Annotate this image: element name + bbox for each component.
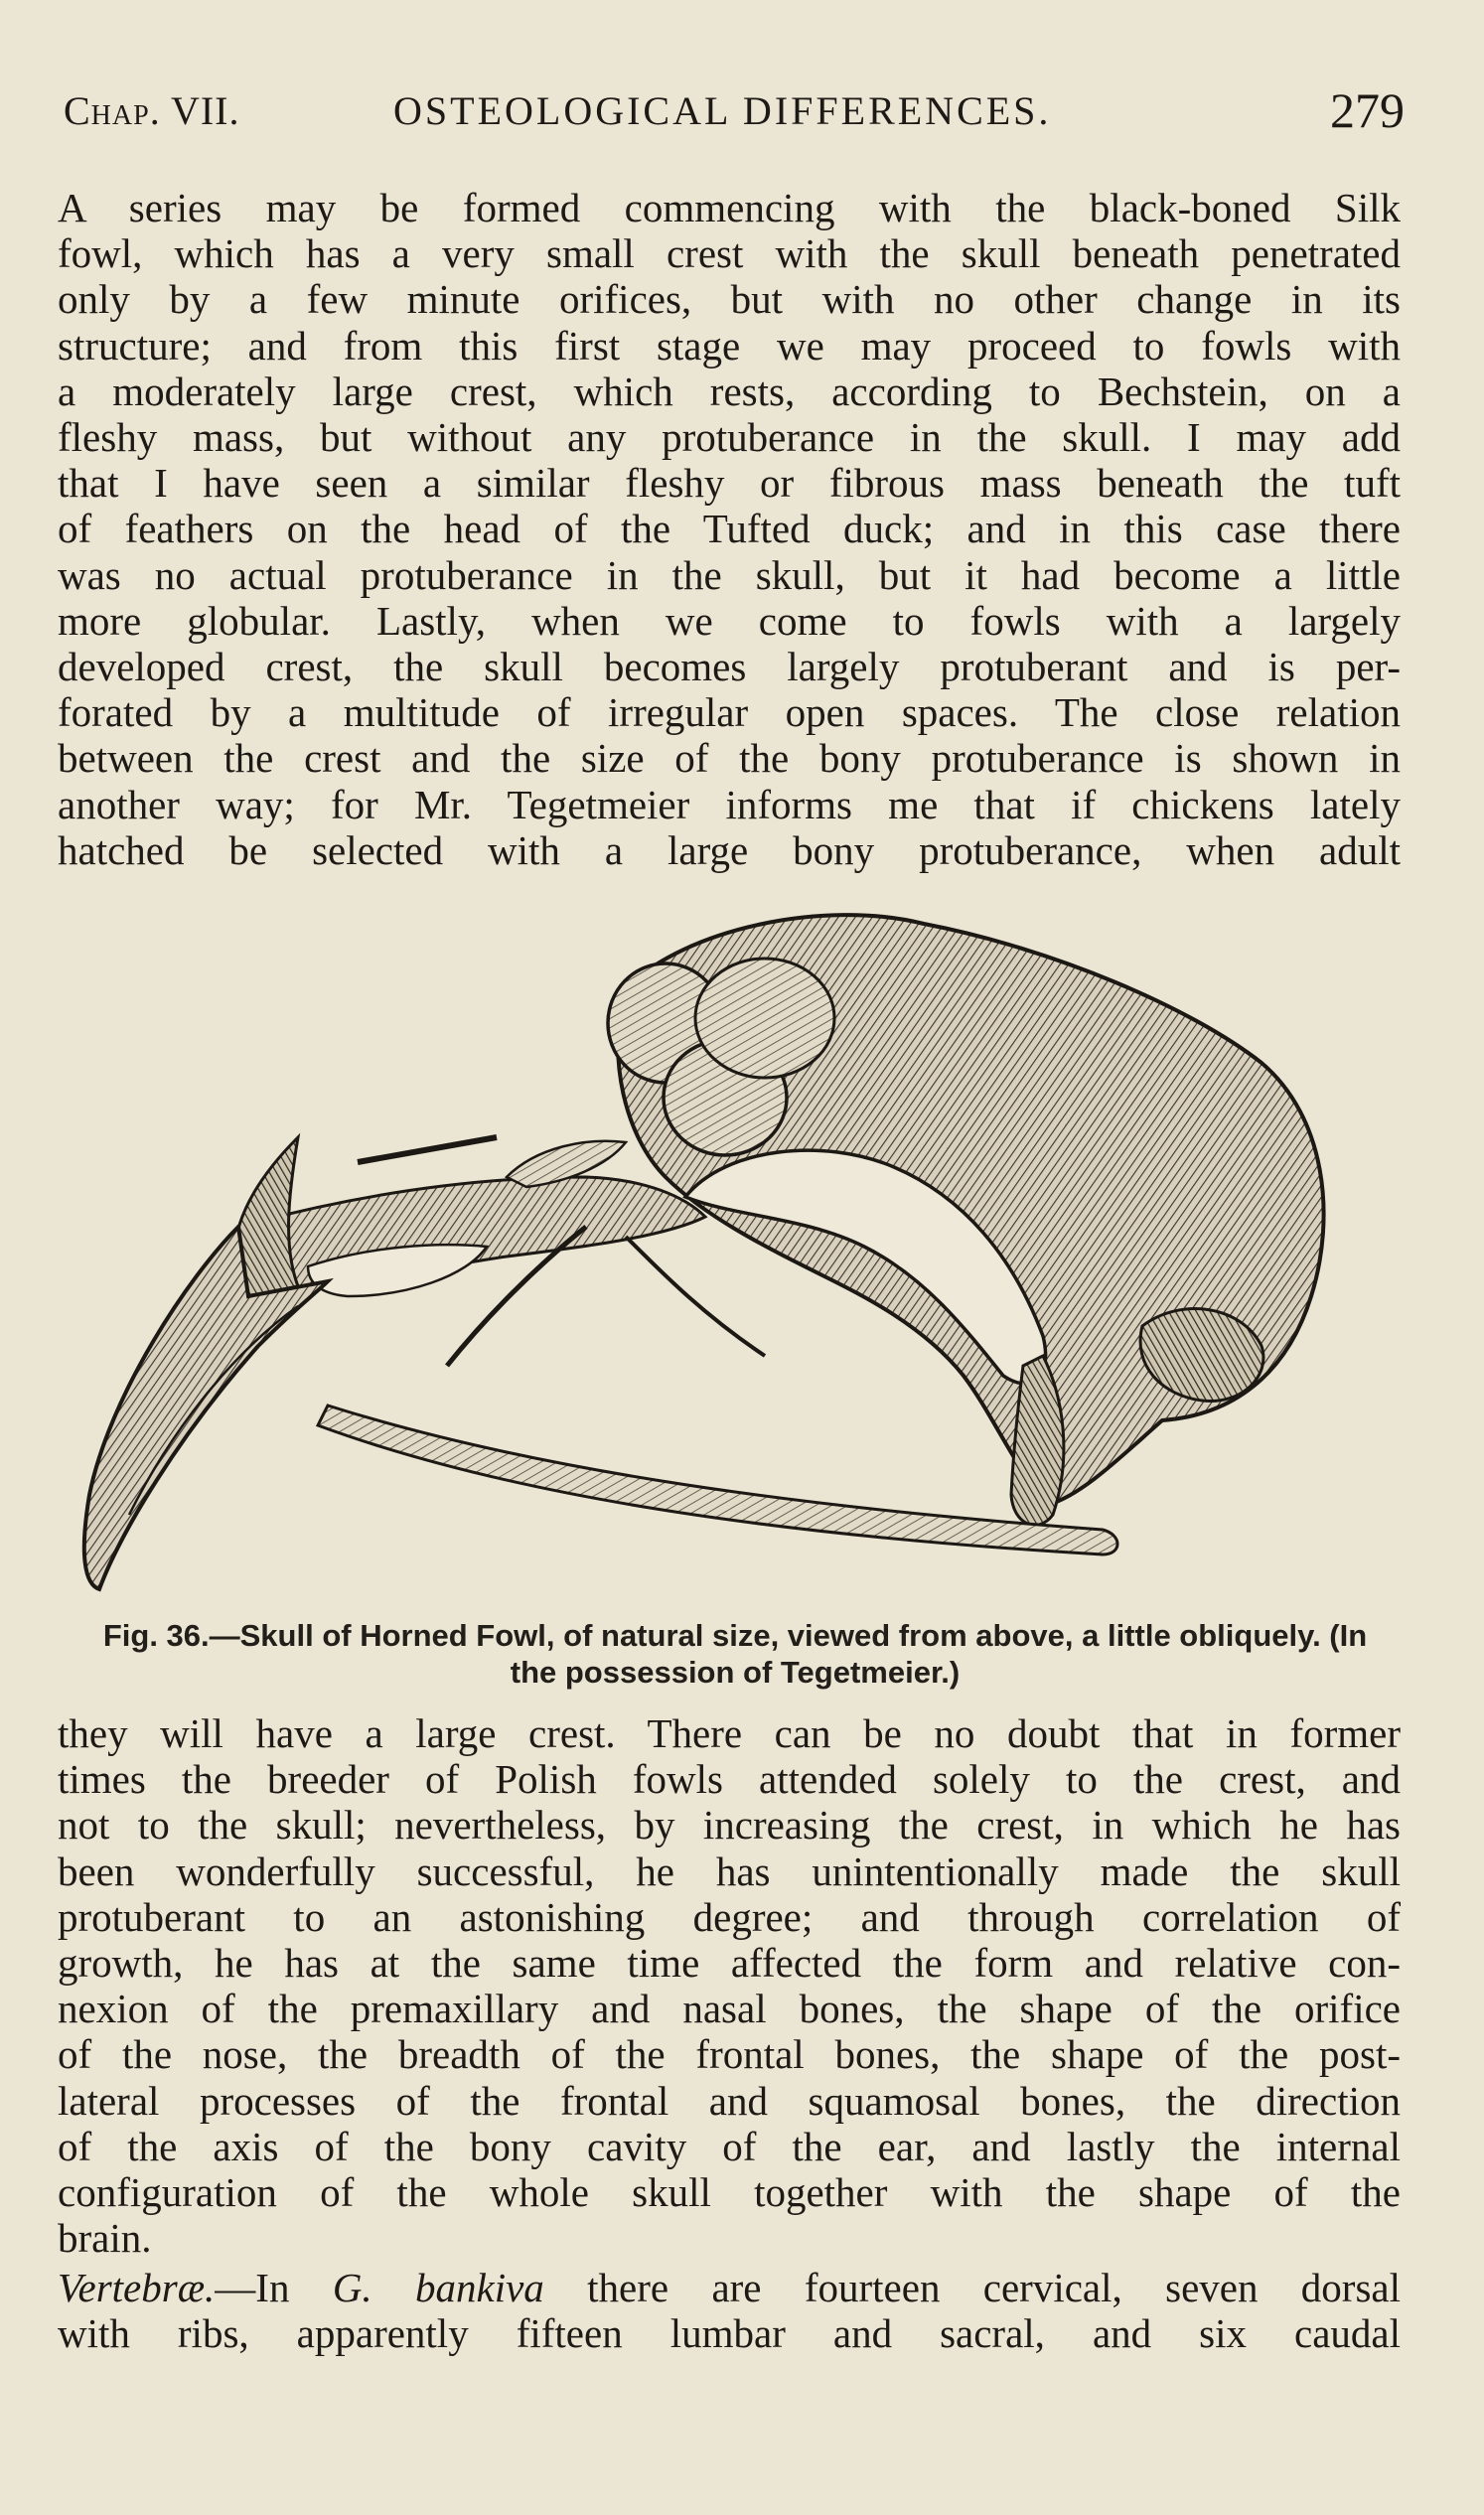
text-line: fowl, which has a very small crest with the skull beneath penetrated	[58, 230, 1401, 277]
text-line	[58, 2265, 1401, 2310]
text-line: of the nose, the breadth of the frontal bones, the shape of the post-	[58, 2031, 1401, 2078]
text-line: hatched be selected with a large bony protuberance, when adult	[58, 826, 1401, 873]
paragraph-silk-fowl-series	[58, 185, 1401, 873]
caption-line: the possession of Tegetmeier.)	[510, 1655, 961, 1690]
text-line: a moderately large crest, which rests, according to Bechstein, on a	[58, 368, 1401, 414]
text-line: nexion of the premaxillary and nasal bones, the shape of the orifice	[58, 1986, 1401, 2032]
text-line: growth, he has at the same time affected the form and relative con-	[58, 1940, 1401, 1987]
genus-name: G. bankiva	[332, 2265, 544, 2310]
text-line: lateral processes of the frontal and squamosal bones, the direction	[58, 2077, 1401, 2124]
text-line: A series may be formed commencing with the black-boned Silk	[58, 185, 1401, 230]
text-line: was no actual protuberance in the skull, but it had become a little	[58, 551, 1401, 598]
text-line: configuration of the whole skull together with the shape of the	[58, 2169, 1401, 2216]
text-line: between the crest and the size of the bony protuberance is shown in	[58, 735, 1401, 782]
text-line: brain.	[58, 2215, 152, 2262]
text-line: fleshy mass, but without any protuberance in the skull. I may add	[58, 414, 1401, 461]
text-line: they will have a large crest. There can be no doubt that in former	[58, 1710, 1401, 1756]
running-title: OSTEOLOGICAL DIFFERENCES.	[393, 88, 1052, 133]
text-line: times the breeder of Polish fowls attended solely to the crest, and	[58, 1756, 1401, 1803]
text-line: forated by a multitude of irregular open spaces. The close relation	[58, 689, 1401, 736]
skull-figure	[70, 899, 1361, 1594]
crest-protuberance-rear	[695, 959, 834, 1078]
paragraph-vertebrae	[58, 2265, 1401, 2356]
chapter-label: Chap. VII.	[64, 88, 240, 133]
text-run: there are fourteen cervical, seven dorsal	[543, 2265, 1402, 2310]
text-line: developed crest, the skull becomes largely protuberant and is per-	[58, 644, 1401, 690]
horned-fowl-skull-engraving	[70, 899, 1361, 1594]
text-line: with ribs, apparently fifteen lumbar and sacral, and six caudal	[58, 2310, 1401, 2357]
lacrimal-spine	[358, 1137, 497, 1162]
text-line: been wonderfully successful, he has unintentionally made the skull	[58, 1848, 1401, 1894]
paragraph-polish-fowls	[58, 1710, 1401, 2261]
text-line: of the axis of the bony cavity of the ear, and lastly the internal	[58, 2123, 1401, 2169]
text-run: —In	[215, 2265, 333, 2310]
text-line: structure; and from this first stage we may proceed to fowls with	[58, 322, 1401, 369]
text-line: that I have seen a similar fleshy or fibrous mass beneath the tuft	[58, 460, 1401, 507]
text-line: only by a few minute orifices, but with no other change in its	[58, 276, 1401, 323]
page-number: 279	[1330, 82, 1405, 138]
running-head	[64, 81, 1405, 151]
nasal-bones	[238, 1177, 705, 1296]
figure-caption	[50, 1617, 1420, 1691]
text-line: more globular. Lastly, when we come to fowls with a largely	[58, 597, 1401, 644]
text-line: of feathers on the head of the Tufted duck; and in this case there	[58, 506, 1401, 552]
caption-line: Fig. 36.—Skull of Horned Fowl, of natural size, viewed from above, a little obliquely. (In	[102, 1618, 1368, 1653]
text-line: not to the skull; nevertheless, by increasing the crest, in which he has	[58, 1802, 1401, 1849]
quadrate-strut	[626, 1237, 765, 1356]
text-line: protuberant to an astonishing degree; and through correlation of	[58, 1893, 1401, 1940]
text-line: another way; for Mr. Tegetmeier informs me that if chickens lately	[58, 781, 1401, 827]
section-heading-vertebrae: Vertebræ.	[58, 2265, 216, 2310]
